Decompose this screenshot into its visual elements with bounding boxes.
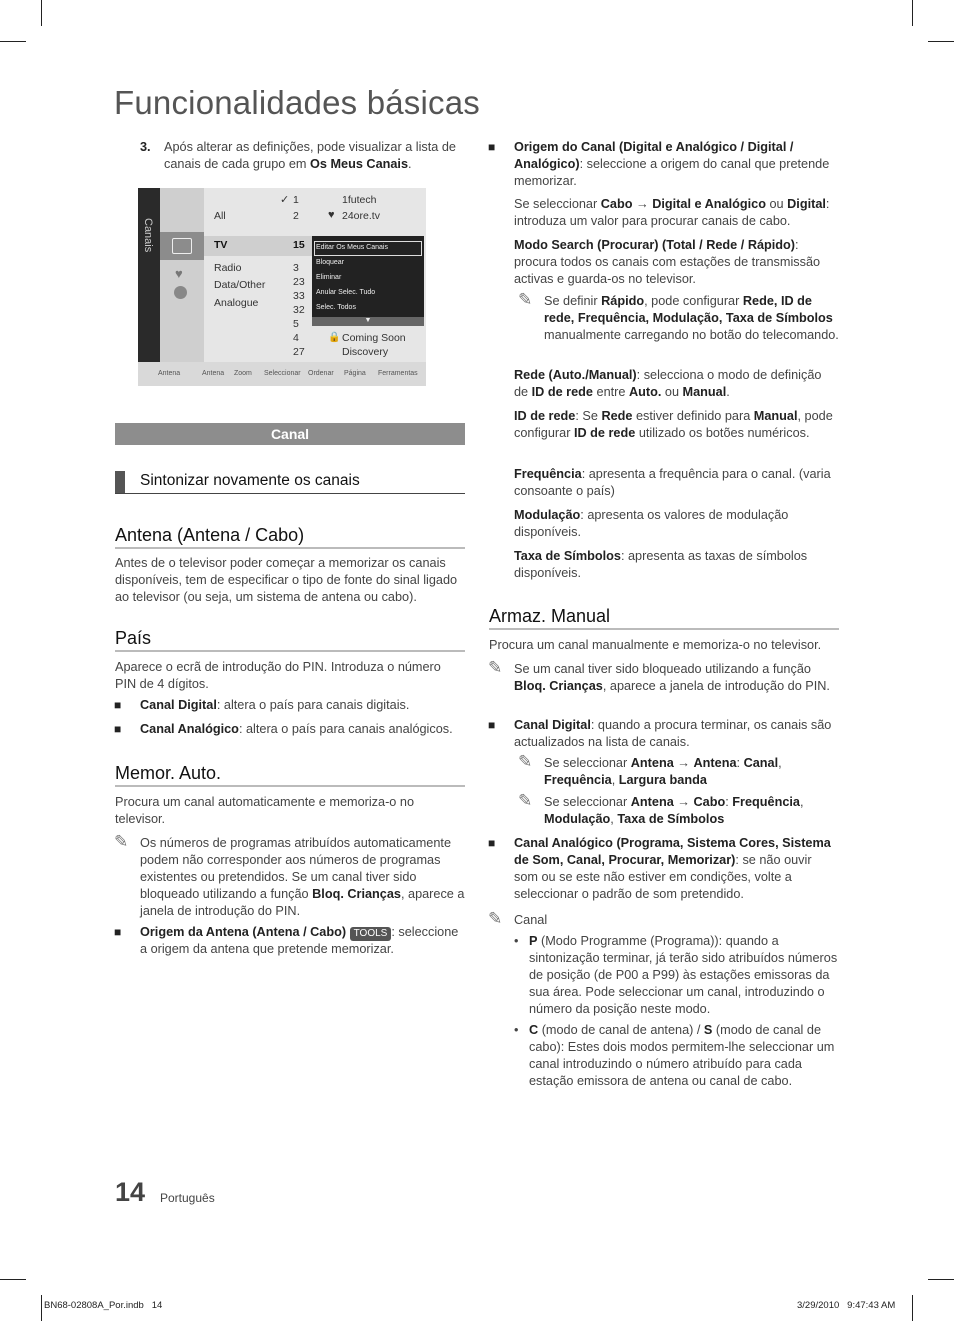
tools-badge: TOOLS: [350, 927, 392, 941]
globe-icon: [174, 286, 187, 299]
language-label: Português: [160, 1191, 215, 1205]
rede-text: Rede (Auto./Manual): selecciona o modo de definição de ID de rede entre Auto. ou Manual.: [514, 368, 822, 399]
subhead-marker: [115, 471, 125, 493]
note-pencil-icon: ✎: [488, 658, 503, 677]
canal-digital-bullet: ■ Canal Digital: quando a procura terminar, os canais são actualizados na lista de canais.: [514, 717, 839, 751]
heading-memor: Memor. Auto.: [115, 763, 465, 787]
memor-note: ✎ Os números de programas atribuídos automaticamente podem não corresponder aos números de programas existentes ou pretendidos. Se um canal tiver sido bloqueado utilizando a função Bloq. Crianças, aparece a janela de introdução do PIN.: [114, 832, 465, 918]
bar-label: Página: [344, 370, 366, 377]
screen-side-label: Canais: [142, 218, 154, 253]
menu-item[interactable]: Eliminar: [316, 274, 342, 281]
channel-name: 24ore.tv: [342, 210, 380, 222]
page-title: Funcionalidades básicas: [114, 84, 480, 121]
file-label: BN68-02808A_Por.indb 14: [44, 1300, 163, 1311]
modo-text: Modo Search (Procurar) (Total / Rede / Rápido): procura todos os canais com estações de transmissão activas e guarda-os no televisor.: [514, 238, 821, 286]
canal-analogico-bullet: ■ Canal Analógico (Programa, Sistema Cores, Sistema de Som, Canal, Procurar, Memorizar): se não ouvir som ou se este não estiver em condições, volte a seleccionar o padrão de som pretendido.: [514, 835, 839, 903]
heart-icon: ♥: [328, 209, 335, 221]
subhead-text: Sintonizar novamente os canais: [140, 472, 360, 489]
modo-note: ✎ Se definir Rápido, pode configurar Rede, ID de rede, Frequência, Modulação, Taxa de Símbolos manualmente carregando no botão do telecomando.: [518, 290, 839, 342]
section-bar-canal: Canal: [115, 423, 465, 445]
screen-bottom-bar: [138, 362, 426, 386]
heading-armaz: Armaz. Manual: [489, 606, 839, 630]
channel-name: 1futech: [342, 194, 377, 206]
screen-icon-column: [160, 188, 204, 362]
num: 5: [293, 318, 299, 330]
num: 32: [293, 304, 305, 316]
group-tv: TV: [214, 239, 228, 251]
pais-bullet-2: ■ Canal Analógico: altera o país para canais analógicos.: [140, 721, 465, 738]
p-mode-item: • P (Modo Programme (Programa)): quando a sintonização terminar, já terão sido atribuídos números de posição (de P00 a P99) às estações emissoras da sua área. Pode seleccionar um canal, introduzindo o número da posição neste modo.: [514, 934, 838, 1016]
num: 15: [293, 239, 305, 251]
num: 4: [293, 332, 299, 344]
group-analogue: Analogue: [214, 297, 259, 309]
heart-icon: ♥: [175, 266, 183, 281]
menu-item[interactable]: Anular Selec. Tudo: [316, 289, 376, 296]
bar-label: Antena: [202, 370, 225, 377]
heading-pais: País: [115, 628, 465, 652]
num: 2: [293, 210, 299, 222]
id-rede-text: ID de rede: Se Rede estiver definido para Manual, pode configurar ID de rede utilizado os botões numéricos.: [514, 409, 833, 440]
antena-note: ✎ Se seleccionar Antena → Antena: Canal, Frequência, Largura banda: [518, 752, 782, 787]
origem-bullet: ■ Origem do Canal (Digital e Analógico / Digital / Analógico): seleccione a origem do canal que pretende memorizar.: [514, 139, 839, 190]
note-pencil-icon: ✎: [488, 909, 503, 928]
page-number: 14: [115, 1177, 146, 1207]
num: 3: [293, 262, 299, 274]
cabo-note: ✎ Se seleccionar Antena → Cabo: Frequência, Modulação, Taxa de Símbolos: [518, 791, 804, 826]
step-3: 3. Após alterar as definições, pode visualizar a lista de canais de cada grupo em Os Meus Canais.: [140, 140, 456, 171]
screen-sidebar: [138, 188, 160, 362]
note-pencil-icon: ✎: [518, 290, 533, 309]
canal-note: ✎ Canal: [488, 909, 548, 928]
tv-icon: [172, 238, 192, 254]
frequencia-text: Frequência: apresenta a frequência para o canal. (varia consoante o país): [514, 467, 831, 498]
channel-name: Coming Soon: [342, 332, 406, 344]
pais-text: Aparece o ecrã de introdução do PIN. Introduza o número PIN de 4 dígitos.: [115, 660, 441, 691]
memor-bullet: ■ Origem da Antena (Antena / Cabo) TOOLS : seleccione a origem da antena que pretende memorizar.: [140, 924, 465, 958]
menu-item[interactable]: Selec. Todos: [316, 304, 356, 311]
modulacao-text: Modulação: apresenta os valores de modulação disponíveis.: [514, 508, 789, 539]
bullet-dot: •: [514, 934, 519, 948]
memor-text: Procura um canal automaticamente e memoriza-o no televisor.: [115, 795, 414, 826]
cabo-text: Se seleccionar Cabo → Digital e Analógico ou Digital: introduza um valor para procurar canais de cabo.: [514, 197, 830, 228]
menu-item[interactable]: Bloquear: [316, 259, 345, 266]
antena-text: Antes de o televisor poder começar a memorizar os canais disponíveis, tem de especificar o tipo de fonte do sinal ligado ao televisor (ou seja, um sistema de antena ou cabo).: [115, 556, 458, 604]
num: 23: [293, 276, 305, 288]
bullet-dot: •: [514, 1023, 519, 1037]
tools-menu: [312, 236, 424, 326]
armaz-text: Procura um canal manualmente e memoriza-o no televisor.: [489, 638, 822, 652]
subhead: [115, 471, 465, 494]
lock-icon: 🔒: [328, 332, 341, 343]
num: 1: [293, 194, 299, 206]
menu-item[interactable]: Editar Os Meus Canais: [316, 244, 388, 251]
num: 27: [293, 346, 305, 358]
menu-scroll-down-icon[interactable]: ▼: [312, 317, 424, 326]
group-all: All: [214, 210, 226, 222]
date-label: 3/29/2010 9:47:43 AM: [797, 1300, 896, 1311]
pais-bullet-1: ■ Canal Digital: altera o país para canais digitais.: [140, 697, 465, 714]
armaz-note: ✎ Se um canal tiver sido bloqueado utilizando a função Bloq. Crianças, aparece a janela de introdução do PIN.: [488, 658, 830, 693]
channel-list-screenshot: [138, 188, 426, 386]
group-data: Data/Other: [214, 279, 266, 291]
group-radio: Radio: [214, 262, 242, 274]
bar-label: Antena: [158, 370, 181, 377]
bar-label: Seleccionar: [264, 370, 301, 377]
note-pencil-icon: ✎: [518, 791, 533, 810]
heading-antena: Antena (Antena / Cabo): [115, 525, 465, 549]
bar-label: Ordenar: [308, 370, 334, 377]
taxa-text: Taxa de Símbolos: apresenta as taxas de símbolos disponíveis.: [514, 549, 808, 580]
note-pencil-icon: ✎: [518, 752, 533, 771]
c-s-mode-item: • C (modo de canal de antena) / S (modo de canal de cabo): Estes dois modos permitem-lhe seleccionar um canal introduzindo o número atribuído para cada estação emissora de antena ou canal de cabo.: [514, 1023, 835, 1088]
note-pencil-icon: ✎: [114, 832, 129, 851]
bar-label: Zoom: [234, 370, 252, 377]
bar-label: Ferramentas: [378, 370, 418, 377]
channel-name: Discovery: [342, 346, 389, 358]
check-icon: ✓: [280, 194, 290, 206]
num: 33: [293, 290, 305, 302]
